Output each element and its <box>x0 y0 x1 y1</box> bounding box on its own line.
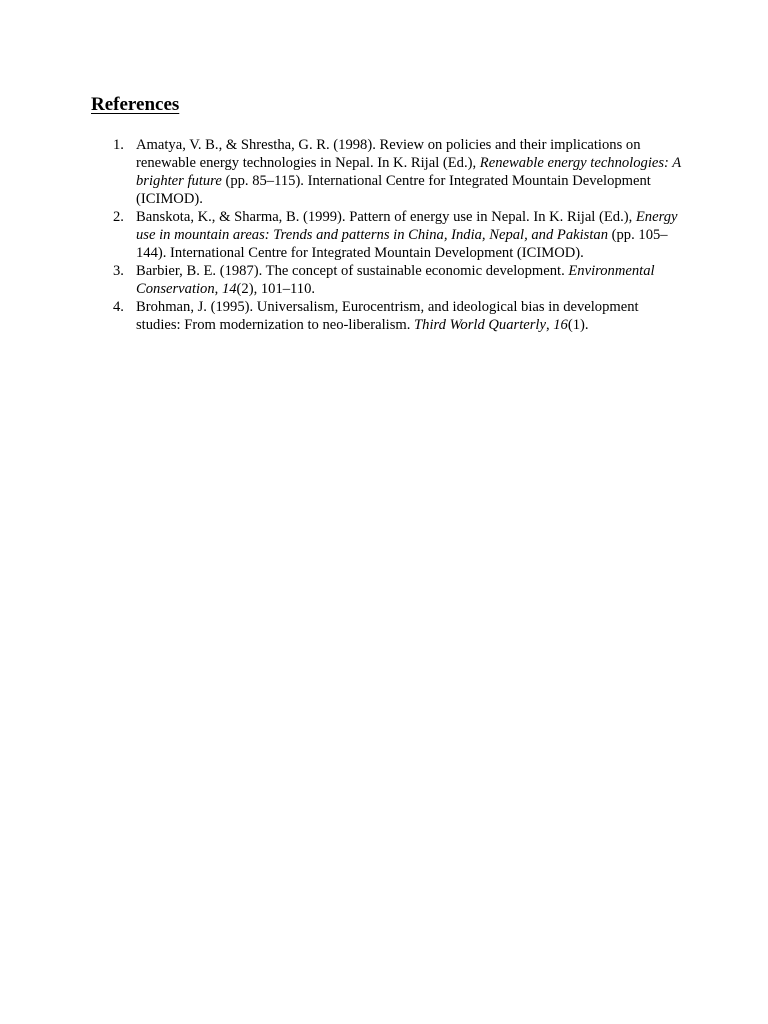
reference-text: Banskota, K., & Sharma, B. (1999). Pattern of energy use in Nepal. In K. Rijal (Ed.), Energy use in mountain areas: Trends and patterns in China, India, Nepal, and Pakistan (pp. 105–144). International Centre for Integrated Mountain Development (ICIMOD). <box>136 209 678 261</box>
references-list <box>91 136 681 334</box>
reference-number: 3. <box>113 263 124 279</box>
reference-text: Barbier, B. E. (1987). The concept of sustainable economic development. Environmental Conservation, 14(2), 101–110. <box>136 263 655 297</box>
reference-number: 4. <box>113 299 124 315</box>
reference-item <box>91 298 681 334</box>
references-heading: References <box>91 94 180 115</box>
reference-number: 2. <box>113 209 124 225</box>
reference-item <box>91 136 681 208</box>
reference-number: 1. <box>113 137 124 153</box>
reference-text: Amatya, V. B., & Shrestha, G. R. (1998). Review on policies and their implications on renewable energy technologies in Nepal. In K. Rijal (Ed.), Renewable energy technologies: A brighter future (pp. 85–115). International Centre for Integrated Mountain Development (ICIMOD). <box>136 137 681 207</box>
reference-text: Brohman, J. (1995). Universalism, Eurocentrism, and ideological bias in development studies: From modernization to neo-liberalism. Third World Quarterly, 16(1). <box>136 299 639 333</box>
reference-item <box>91 262 681 298</box>
reference-item <box>91 208 681 262</box>
